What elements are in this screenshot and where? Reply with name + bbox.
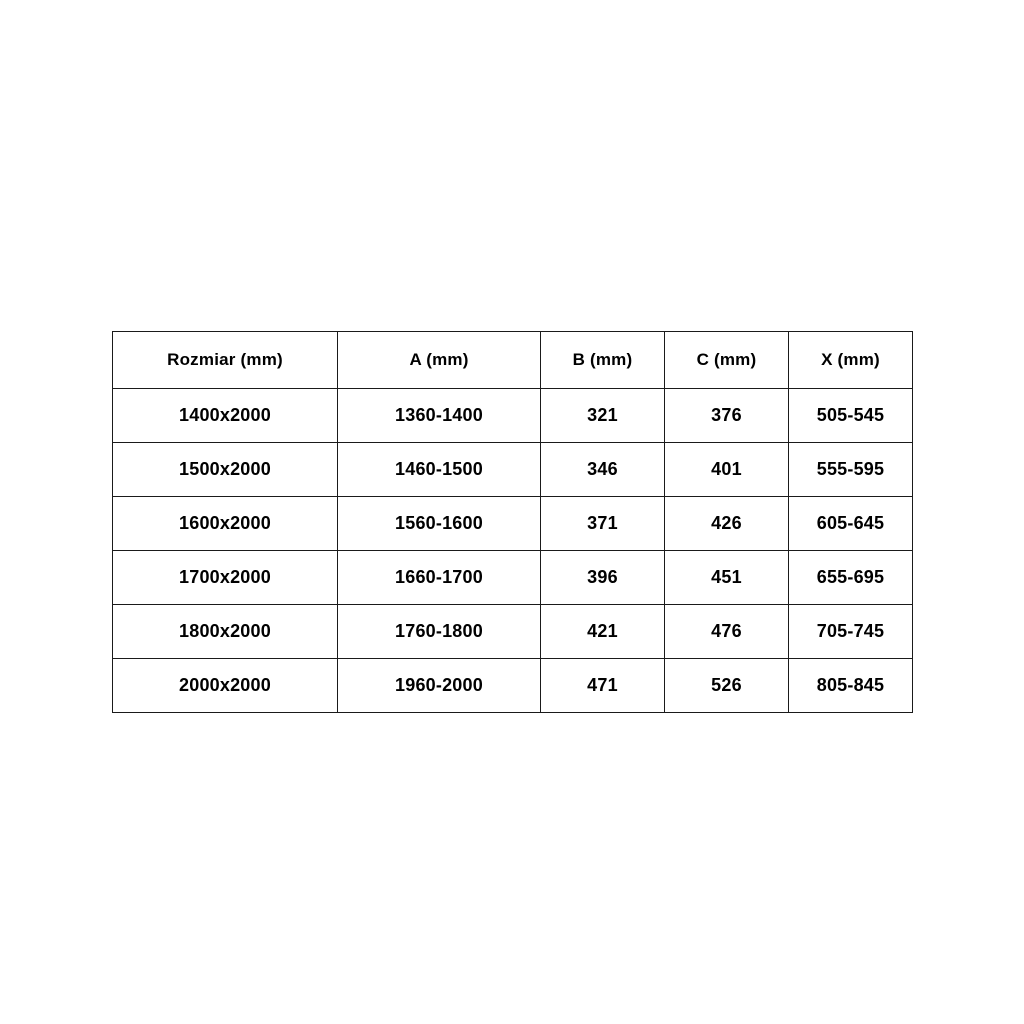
spec-table-container [112, 331, 912, 713]
cell-x: 555-595 [789, 443, 913, 497]
column-header-x: X (mm) [789, 332, 913, 389]
cell-b: 321 [541, 389, 665, 443]
cell-b: 421 [541, 605, 665, 659]
cell-c: 451 [665, 551, 789, 605]
table-row [113, 443, 913, 497]
cell-x: 605-645 [789, 497, 913, 551]
cell-x: 705-745 [789, 605, 913, 659]
table-header-row [113, 332, 913, 389]
cell-c: 376 [665, 389, 789, 443]
cell-x: 655-695 [789, 551, 913, 605]
cell-c: 426 [665, 497, 789, 551]
cell-c: 401 [665, 443, 789, 497]
cell-a: 1560-1600 [338, 497, 541, 551]
cell-x: 805-845 [789, 659, 913, 713]
cell-size: 1500x2000 [113, 443, 338, 497]
column-header-c: C (mm) [665, 332, 789, 389]
table-row [113, 551, 913, 605]
cell-b: 346 [541, 443, 665, 497]
cell-a: 1960-2000 [338, 659, 541, 713]
dimensions-table [112, 331, 913, 713]
column-header-b: B (mm) [541, 332, 665, 389]
cell-b: 396 [541, 551, 665, 605]
cell-a: 1360-1400 [338, 389, 541, 443]
column-header-a: A (mm) [338, 332, 541, 389]
cell-size: 1400x2000 [113, 389, 338, 443]
cell-size: 1600x2000 [113, 497, 338, 551]
cell-a: 1760-1800 [338, 605, 541, 659]
cell-a: 1460-1500 [338, 443, 541, 497]
table-row [113, 497, 913, 551]
table-row [113, 659, 913, 713]
table-row [113, 389, 913, 443]
cell-size: 1800x2000 [113, 605, 338, 659]
cell-b: 371 [541, 497, 665, 551]
cell-a: 1660-1700 [338, 551, 541, 605]
cell-c: 526 [665, 659, 789, 713]
table-row [113, 605, 913, 659]
cell-size: 1700x2000 [113, 551, 338, 605]
cell-c: 476 [665, 605, 789, 659]
column-header-size: Rozmiar (mm) [113, 332, 338, 389]
cell-size: 2000x2000 [113, 659, 338, 713]
cell-x: 505-545 [789, 389, 913, 443]
cell-b: 471 [541, 659, 665, 713]
